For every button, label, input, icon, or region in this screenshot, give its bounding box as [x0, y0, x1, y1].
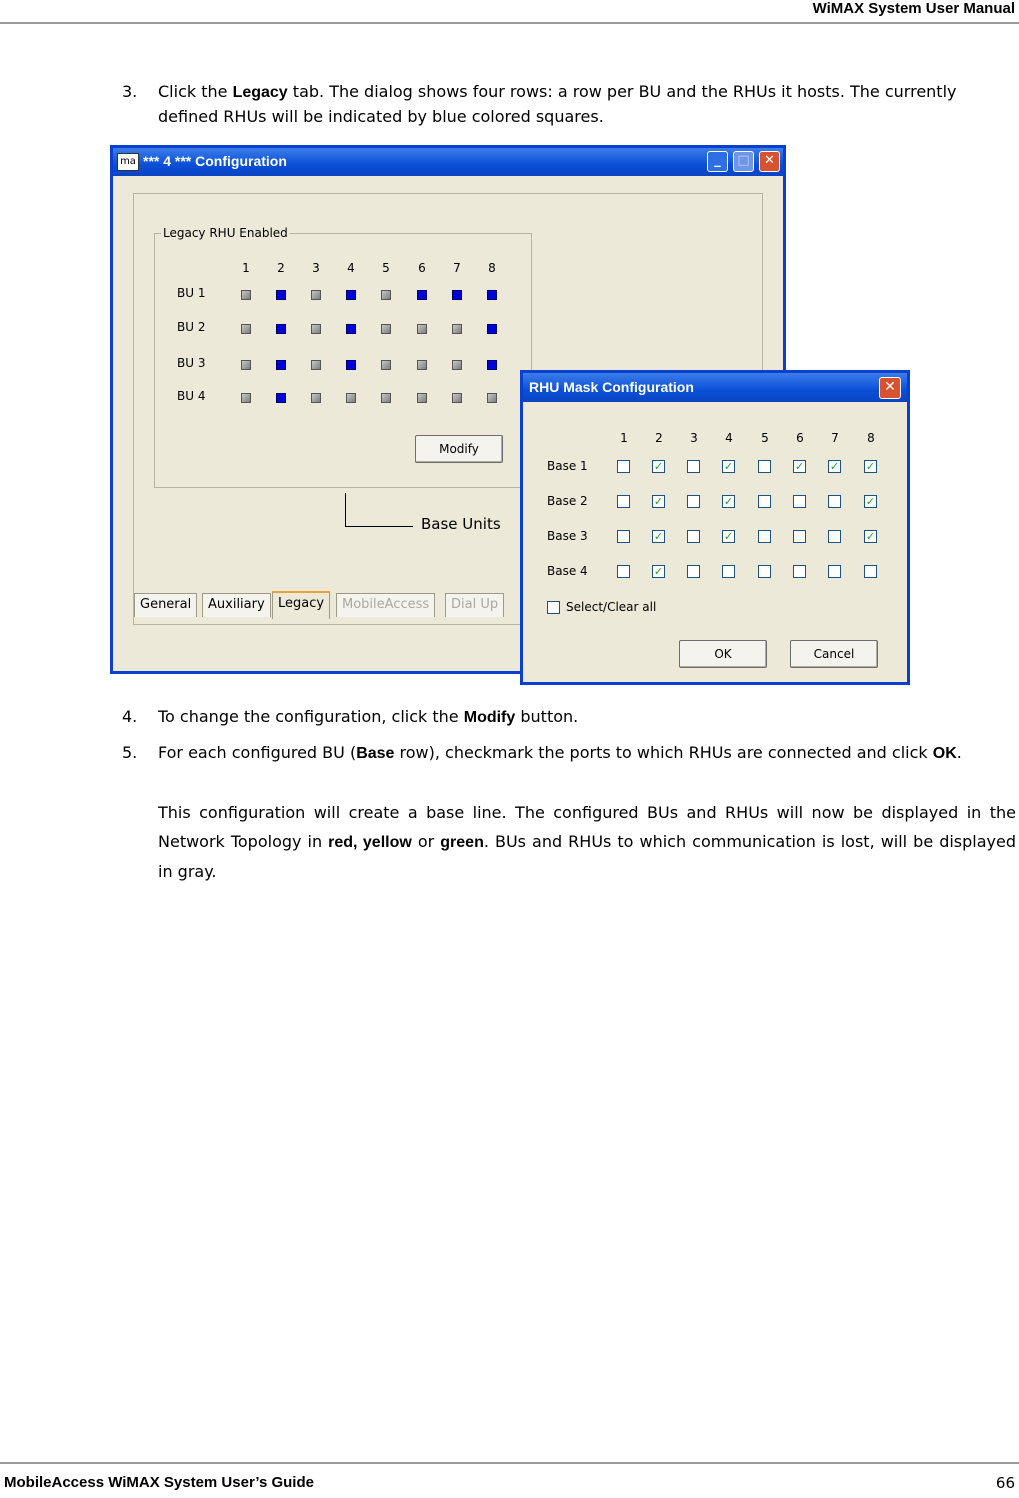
port-checkbox[interactable] — [758, 460, 771, 473]
column-header: 2 — [277, 261, 285, 275]
row-label: BU 4 — [177, 389, 206, 403]
rhu-disabled-square — [417, 360, 427, 370]
port-checkbox[interactable] — [758, 530, 771, 543]
rhu-disabled-square — [452, 393, 462, 403]
column-header: 7 — [453, 261, 461, 275]
rhu-disabled-square — [381, 324, 391, 334]
select-all[interactable] — [547, 600, 656, 614]
port-checkbox[interactable] — [687, 495, 700, 508]
column-header: 6 — [418, 261, 426, 275]
step-number: 5. — [122, 743, 138, 762]
port-checkbox[interactable] — [687, 460, 700, 473]
rhu-disabled-square — [311, 360, 321, 370]
dialog-title-bar[interactable] — [523, 373, 907, 402]
rhu-mask-dialog — [520, 370, 910, 685]
minimize-icon[interactable]: _ — [707, 151, 728, 172]
row-label: BU 3 — [177, 356, 206, 370]
port-checkbox[interactable] — [722, 565, 735, 578]
rhu-disabled-square — [381, 360, 391, 370]
port-checkbox-checked[interactable]: ✓ — [653, 565, 664, 578]
page-footer — [0, 1462, 1019, 1498]
rhu-disabled-square — [241, 290, 251, 300]
rhu-disabled-square — [381, 393, 391, 403]
rhu-disabled-square — [311, 393, 321, 403]
rhu-enabled-square — [417, 290, 427, 300]
port-checkbox[interactable] — [617, 530, 630, 543]
callout-line — [345, 493, 346, 526]
tab-mobileaccess[interactable]: MobileAccess — [336, 593, 435, 617]
column-header: 1 — [242, 261, 250, 275]
rhu-disabled-square — [452, 324, 462, 334]
tab-legacy[interactable]: Legacy — [272, 591, 330, 619]
rhu-disabled-square — [311, 324, 321, 334]
rhu-enabled-square — [276, 360, 286, 370]
rhu-enabled-square — [346, 324, 356, 334]
port-checkbox[interactable] — [758, 565, 771, 578]
column-header: 2 — [655, 431, 663, 445]
base-row-label: Base 1 — [547, 459, 588, 473]
port-checkbox[interactable] — [617, 565, 630, 578]
cancel-button[interactable]: Cancel — [790, 640, 878, 668]
rhu-disabled-square — [381, 290, 391, 300]
port-checkbox-checked[interactable]: ✓ — [653, 530, 664, 543]
port-checkbox-checked[interactable]: ✓ — [865, 530, 876, 543]
color-keyword: green — [440, 834, 484, 851]
rhu-enabled-square — [276, 393, 286, 403]
header-title: WiMAX System User Manual — [812, 0, 1015, 17]
rhu-disabled-square — [311, 290, 321, 300]
rhu-enabled-square — [276, 290, 286, 300]
tab-auxiliary[interactable]: Auxiliary — [202, 593, 271, 617]
port-checkbox[interactable] — [687, 565, 700, 578]
close-icon[interactable]: ✕ — [759, 151, 780, 172]
base-keyword: Base — [356, 745, 395, 762]
port-checkbox[interactable] — [864, 565, 877, 578]
group-label: Legacy RHU Enabled — [163, 226, 288, 240]
close-icon[interactable]: ✕ — [879, 377, 901, 399]
window-title: *** 4 *** Configuration — [143, 153, 287, 169]
select-all-checkbox[interactable] — [547, 601, 560, 614]
rhu-enabled-square — [276, 324, 286, 334]
rhu-disabled-square — [241, 393, 251, 403]
step-number: 4. — [122, 707, 138, 726]
rhu-disabled-square — [346, 393, 356, 403]
port-checkbox-checked[interactable]: ✓ — [653, 460, 664, 473]
port-checkbox-checked[interactable]: ✓ — [723, 530, 734, 543]
page-header — [0, 0, 1019, 24]
port-checkbox[interactable] — [828, 530, 841, 543]
column-header: 6 — [796, 431, 804, 445]
column-header: 3 — [690, 431, 698, 445]
column-header: 4 — [347, 261, 355, 275]
rhu-disabled-square — [241, 360, 251, 370]
maximize-icon[interactable]: □ — [733, 151, 754, 172]
page-number: 66 — [995, 1474, 1015, 1492]
base-row-label: Base 2 — [547, 494, 588, 508]
rhu-enabled-square — [346, 360, 356, 370]
row-label: BU 1 — [177, 286, 206, 300]
rhu-disabled-square — [452, 360, 462, 370]
port-checkbox-checked[interactable]: ✓ — [865, 495, 876, 508]
step-number: 3. — [122, 82, 138, 101]
port-checkbox-checked[interactable]: ✓ — [723, 460, 734, 473]
select-all-label: Select/Clear all — [566, 600, 657, 614]
port-checkbox[interactable] — [793, 565, 806, 578]
explanation-paragraph: This configuration will create a base line. The configured BUs and RHUs will now be displayed in the Network Topology in red, yellow or green. BUs and RHUs to which communication is lost, will be displayed in gray. — [158, 803, 1017, 881]
ok-button[interactable]: OK — [679, 640, 767, 668]
title-bar[interactable] — [113, 148, 783, 176]
column-header: 8 — [488, 261, 496, 275]
port-checkbox-checked[interactable]: ✓ — [865, 460, 876, 473]
rhu-disabled-square — [417, 324, 427, 334]
port-checkbox[interactable] — [828, 495, 841, 508]
port-checkbox-checked[interactable]: ✓ — [723, 495, 734, 508]
column-header: 1 — [620, 431, 628, 445]
footer-title: MobileAccess WiMAX System User’s Guide — [4, 1474, 314, 1491]
tab-general[interactable]: General — [134, 593, 197, 617]
port-checkbox[interactable] — [758, 495, 771, 508]
tab-dial-up[interactable]: Dial Up — [445, 593, 504, 617]
port-checkbox-checked[interactable]: ✓ — [829, 460, 840, 473]
column-header: 5 — [761, 431, 769, 445]
rhu-disabled-square — [241, 324, 251, 334]
modify-keyword: Modify — [463, 709, 516, 726]
rhu-disabled-square — [417, 393, 427, 403]
port-checkbox[interactable] — [793, 495, 806, 508]
column-header: 3 — [312, 261, 320, 275]
port-checkbox[interactable] — [687, 530, 700, 543]
app-icon: ma — [117, 153, 139, 171]
dialog-title: RHU Mask Configuration — [529, 379, 694, 395]
ok-keyword: OK — [932, 745, 957, 762]
port-checkbox[interactable] — [617, 495, 630, 508]
port-checkbox[interactable] — [828, 565, 841, 578]
port-checkbox[interactable] — [617, 460, 630, 473]
callout-line — [345, 526, 413, 527]
rhu-enabled-square — [487, 290, 497, 300]
column-header: 5 — [382, 261, 390, 275]
port-checkbox-checked[interactable]: ✓ — [794, 460, 805, 473]
column-header: 7 — [831, 431, 839, 445]
column-header: 4 — [725, 431, 733, 445]
screenshot — [110, 145, 910, 685]
base-units-callout: Base Units — [421, 515, 501, 533]
base-row-label: Base 3 — [547, 529, 588, 543]
rhu-enabled-square — [452, 290, 462, 300]
port-checkbox[interactable] — [793, 530, 806, 543]
row-label: BU 2 — [177, 320, 206, 334]
rhu-disabled-square — [487, 393, 497, 403]
base-row-label: Base 4 — [547, 564, 588, 578]
rhu-enabled-square — [487, 360, 497, 370]
modify-button[interactable]: Modify — [415, 435, 503, 463]
port-checkbox-checked[interactable]: ✓ — [653, 495, 664, 508]
rhu-enabled-square — [346, 290, 356, 300]
rhu-enabled-square — [487, 324, 497, 334]
column-header: 8 — [867, 431, 875, 445]
color-keyword: red, yellow — [328, 834, 412, 851]
legacy-keyword: Legacy — [232, 84, 288, 101]
